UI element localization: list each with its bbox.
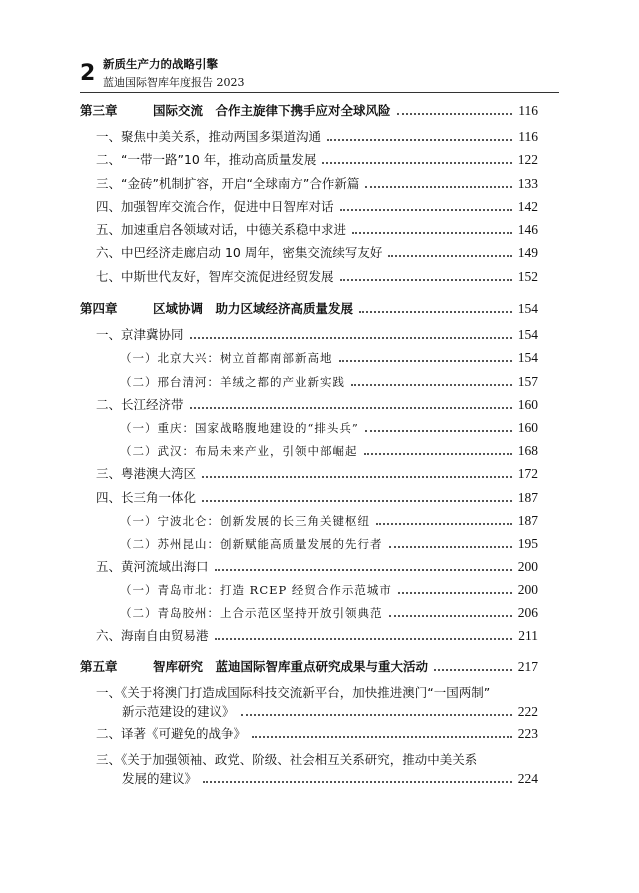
entry-title-line2: 发展的建议》: [122, 771, 198, 786]
chapter-label: 第五章: [80, 659, 118, 674]
page-ref: 187: [517, 513, 538, 528]
leader-dots: [202, 476, 512, 478]
leader-dots: [434, 669, 512, 671]
leader-dots: [365, 186, 511, 188]
entry-title: 一、聚焦中美关系，推动两国多渠道沟通: [96, 129, 322, 144]
page-ref: 211: [518, 628, 538, 643]
leader-dots: [389, 615, 512, 617]
toc-entry[interactable]: [96, 149, 538, 169]
page-ref: 152: [517, 269, 538, 284]
toc-subentry[interactable]: [120, 579, 538, 599]
leader-dots: [327, 139, 512, 141]
toc-subentry[interactable]: [120, 440, 538, 460]
leader-dots: [252, 736, 512, 738]
toc-chapter-4[interactable]: [80, 298, 538, 318]
page-ref: 187: [517, 490, 538, 505]
entry-title: （一）宁波北仑：创新发展的长三角关键枢纽: [120, 514, 370, 528]
entry-title: 五、黄河流域出海口: [96, 559, 209, 574]
entry-title: （一）北京大兴：树立首都南部新高地: [120, 351, 333, 365]
toc-entry[interactable]: [96, 126, 538, 146]
toc-entry[interactable]: [96, 173, 538, 193]
entry-title-line1[interactable]: 三、《关于加强领袖、政党、阶级、社会相互关系研究，推动中美关系: [96, 752, 478, 767]
page-ref: 160: [517, 420, 538, 435]
entry-title: 七、中斯世代友好，智库交流促进经贸发展: [96, 269, 334, 284]
entry-title: 六、海南自由贸易港: [96, 628, 209, 643]
page-ref: 154: [517, 301, 538, 316]
entry-title: 三、粤港澳大湾区: [96, 466, 197, 481]
leader-dots: [202, 500, 512, 502]
page-ref: 217: [517, 659, 538, 674]
toc-entry[interactable]: [96, 487, 538, 507]
leader-dots: [203, 781, 512, 783]
entry-title: 二、译著《可避免的战争》: [96, 726, 247, 741]
toc-entry[interactable]: [96, 723, 538, 743]
entry-title: 二、“一带一路”10 年，推动高质量发展: [96, 152, 317, 167]
page-ref: 154: [517, 350, 538, 365]
toc-entry[interactable]: [96, 556, 538, 576]
page-ref: 149: [517, 245, 538, 260]
toc-entry[interactable]: [96, 242, 538, 262]
page-ref: 172: [517, 466, 538, 481]
page-ref: 223: [517, 726, 538, 741]
running-title: 新质生产力的战略引擎: [103, 57, 218, 71]
toc-subentry[interactable]: [120, 533, 538, 553]
toc-subentry[interactable]: [120, 602, 538, 622]
toc-entry[interactable]: [122, 701, 538, 721]
page-number: 2: [80, 61, 96, 86]
entry-title: （一）重庆：国家战略腹地建设的“排头兵”: [120, 421, 359, 435]
toc-chapter-3[interactable]: [80, 100, 538, 120]
toc-entry[interactable]: [96, 463, 538, 483]
page-ref: 200: [517, 582, 538, 597]
leader-dots: [340, 209, 512, 211]
entry-title: （一）青岛市北：打造 RCEP 经贸合作示范城市: [120, 583, 392, 597]
entry-title: 五、加速重启各领域对话，中德关系稳中求进: [96, 222, 347, 237]
leader-dots: [389, 546, 512, 548]
toc-entry[interactable]: [96, 625, 538, 645]
leader-dots: [364, 453, 512, 455]
chapter-title: 国际交流 合作主旋律下携手应对全球风险: [153, 103, 391, 118]
chapter-title: 智库研究 蓝迪国际智库重点研究成果与重大活动: [153, 659, 429, 674]
entry-title: 一、京津冀协同: [96, 327, 184, 342]
toc-entry[interactable]: [96, 196, 538, 216]
toc-entry[interactable]: [96, 219, 538, 239]
leader-dots: [215, 638, 513, 640]
toc-entry[interactable]: [96, 394, 538, 414]
leader-dots: [351, 384, 512, 386]
leader-dots: [190, 407, 512, 409]
entry-title: （二）青岛胶州：上合示范区坚持开放引领典范: [120, 606, 383, 620]
page-ref: 116: [518, 103, 538, 118]
toc-entry[interactable]: [96, 324, 538, 344]
chapter-title: 区域协调 助力区域经济高质量发展: [153, 301, 354, 316]
leader-dots: [376, 523, 512, 525]
entry-title-line2: 新示范建设的建议》: [122, 704, 235, 719]
toc-subentry[interactable]: [120, 510, 538, 530]
leader-dots: [398, 592, 512, 594]
entry-title: 二、长江经济带: [96, 397, 184, 412]
leader-dots: [190, 337, 512, 339]
page-ref: 142: [517, 199, 538, 214]
page-ref: 168: [517, 443, 538, 458]
header-rule: [80, 92, 559, 93]
page-ref: 222: [517, 704, 538, 719]
toc-entry[interactable]: [96, 266, 538, 286]
toc-subentry[interactable]: [120, 417, 538, 437]
page-ref: 200: [517, 559, 538, 574]
leader-dots: [388, 255, 511, 257]
page-ref: 195: [517, 536, 538, 551]
toc-subentry[interactable]: [120, 347, 538, 367]
entry-title: （二）邢台清河：羊绒之都的产业新实践: [120, 375, 345, 389]
entry-title: 六、中巴经济走廊启动 10 周年，密集交流续写友好: [96, 245, 383, 260]
entry-title-line1[interactable]: 一、《关于将澳门打造成国际科技交流新平台，加快推进澳门“一国两制”: [96, 685, 491, 700]
leader-dots: [352, 232, 512, 234]
toc-chapter-5[interactable]: [80, 656, 538, 676]
page-ref: 146: [517, 222, 538, 237]
page-ref: 206: [517, 605, 538, 620]
toc-subentry[interactable]: [120, 371, 538, 391]
leader-dots: [365, 430, 512, 432]
leader-dots: [215, 569, 512, 571]
entry-title: （二）武汉：布局未来产业，引领中部崛起: [120, 444, 358, 458]
leader-dots: [340, 279, 512, 281]
running-subtitle: 蓝迪国际智库年度报告 2023: [103, 76, 245, 89]
leader-dots: [241, 714, 512, 716]
entry-title: 四、长三角一体化: [96, 490, 197, 505]
leader-dots: [359, 311, 512, 313]
leader-dots: [339, 360, 512, 362]
leader-dots: [322, 162, 511, 164]
page-ref: 157: [517, 374, 538, 389]
page-ref: 224: [517, 771, 538, 786]
entry-title: 三、“金砖”机制扩容，开启“全球南方”合作新篇: [96, 176, 360, 191]
leader-dots: [397, 113, 513, 115]
chapter-label: 第四章: [80, 301, 118, 316]
chapter-label: 第三章: [80, 103, 118, 118]
page-ref: 133: [517, 176, 538, 191]
entry-title: 四、加强智库交流合作，促进中日智库对话: [96, 199, 334, 214]
page-ref: 160: [517, 397, 538, 412]
page-ref: 122: [517, 152, 538, 167]
toc-entry[interactable]: [122, 768, 538, 788]
page-ref: 116: [518, 129, 538, 144]
entry-title: （二）苏州昆山：创新赋能高质量发展的先行者: [120, 537, 383, 551]
page-ref: 154: [517, 327, 538, 342]
